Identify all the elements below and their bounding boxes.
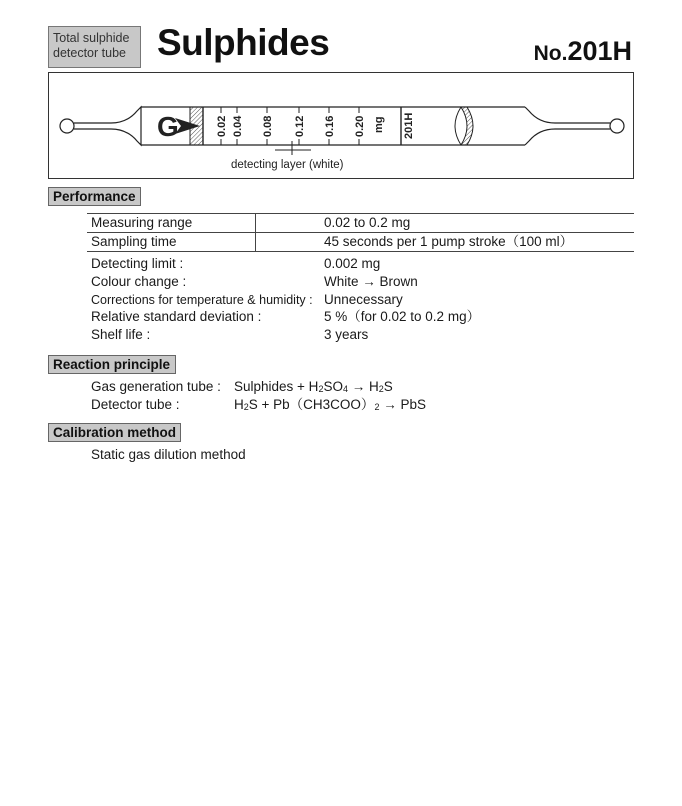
sampling-time-label: Sampling time bbox=[91, 234, 177, 249]
tube-left-neck bbox=[74, 107, 141, 145]
gas-generation-equation: Sulphides + $H_2SO_4 \to H_2S$ bbox=[234, 379, 393, 394]
shelf-life-label: Shelf life : bbox=[91, 327, 151, 342]
product-number bbox=[534, 36, 632, 67]
detector-tube-equation: $H_2S + Pb(CH3COO)_2$ → PbS bbox=[234, 397, 426, 412]
scale-label: 0.08 bbox=[262, 115, 274, 137]
logo-letter: G bbox=[157, 111, 179, 142]
sampling-time-value: 45 seconds per 1 pump stroke（100 ml） bbox=[324, 234, 574, 249]
scale-labels bbox=[216, 113, 415, 139]
right-plug bbox=[461, 107, 473, 145]
category-label bbox=[48, 26, 141, 68]
category-label-line2: detector tube bbox=[53, 46, 126, 60]
colour-change-value: White → Brown bbox=[324, 274, 418, 289]
tube-left-tip bbox=[60, 119, 74, 133]
tube-right-neck bbox=[525, 107, 610, 123]
shelf-life-value: 3 years bbox=[324, 327, 369, 342]
scale-label: 0.16 bbox=[324, 115, 336, 137]
gas-generation-label: Gas generation tube : bbox=[91, 379, 221, 394]
rsd-value: 5 %（for 0.02 to 0.2 mg） bbox=[324, 309, 481, 324]
scale-label: 0.12 bbox=[294, 115, 306, 137]
category-label-line1: Total sulphide bbox=[53, 31, 130, 45]
detecting-limit-value: 0.002 mg bbox=[324, 256, 381, 271]
measuring-range-label: Measuring range bbox=[91, 215, 193, 230]
performance-heading: Performance bbox=[48, 187, 141, 206]
measuring-range-value: 0.02 to 0.2 mg bbox=[324, 215, 411, 230]
tube-illustration bbox=[49, 73, 635, 180]
corrections-label: Corrections for temperature & humidity : bbox=[91, 293, 313, 307]
tube-right-tip bbox=[610, 119, 624, 133]
scale-label: 0.02 bbox=[216, 115, 228, 137]
detecting-limit-label: Detecting limit : bbox=[91, 256, 184, 271]
detecting-layer-caption: detecting layer (white) bbox=[231, 159, 344, 171]
calibration-text: Static gas dilution method bbox=[91, 447, 246, 462]
product-number-prefix: No. bbox=[533, 42, 568, 65]
colour-change-label: Colour change : bbox=[91, 274, 187, 289]
scale-label: 0.20 bbox=[354, 115, 366, 137]
scale-unit: mg bbox=[373, 116, 385, 133]
tube-code: 201H bbox=[403, 112, 415, 139]
reaction-heading: Reaction principle bbox=[48, 355, 176, 374]
page-title: Sulphides bbox=[157, 22, 330, 63]
corrections-value: Unnecessary bbox=[324, 292, 403, 307]
scale-label: 0.04 bbox=[232, 115, 244, 137]
rsd-label: Relative standard deviation : bbox=[91, 309, 262, 324]
product-number-value: 201H bbox=[567, 36, 632, 66]
detector-tube-label: Detector tube : bbox=[91, 397, 180, 412]
calibration-heading: Calibration method bbox=[48, 423, 181, 442]
tube-diagram bbox=[48, 72, 634, 179]
